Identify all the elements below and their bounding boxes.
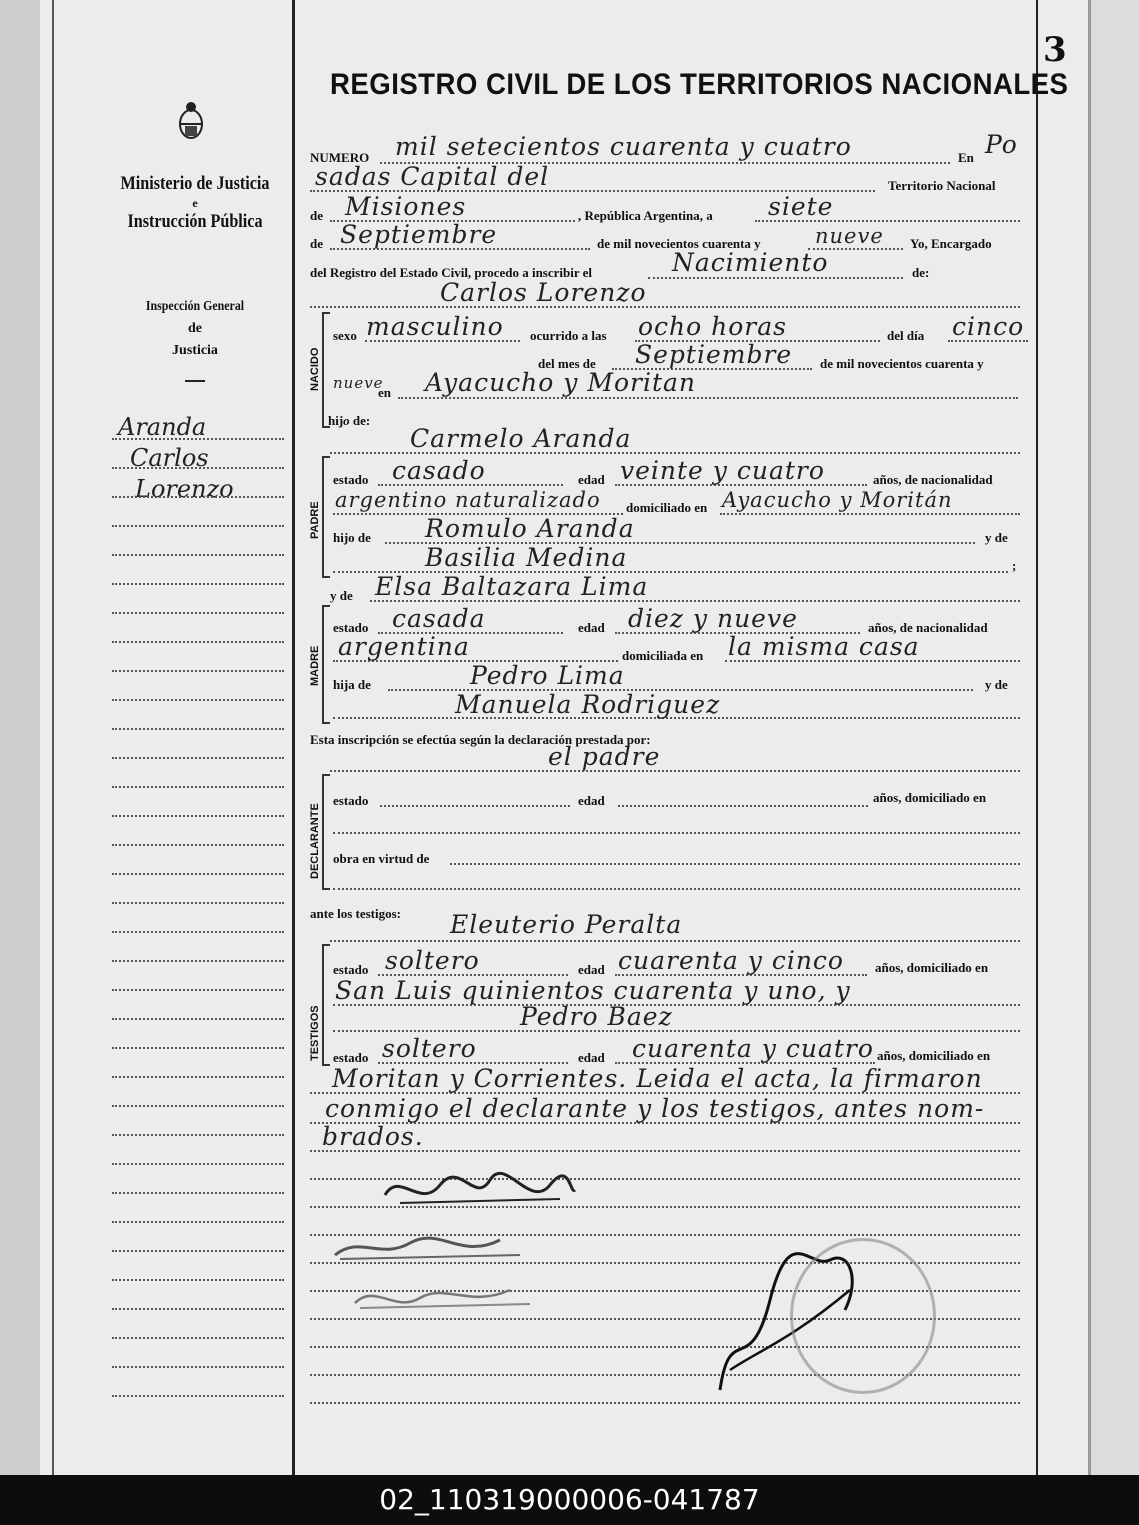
t2-estado-label: estado: [333, 1050, 369, 1065]
padre-madre-value: Basilia Medina: [425, 543, 628, 572]
sidebar-rule: [112, 989, 284, 991]
padre-domicilio-rule: [720, 513, 1020, 515]
t2-nombre-value: Pedro Baez: [520, 1002, 673, 1031]
padre-y-de-label: y de: [985, 530, 1008, 545]
sidebar-rule: [112, 467, 284, 469]
ministry-line2: e: [192, 196, 198, 210]
sidebar-rule: [112, 728, 284, 730]
sidebar-rule: [112, 1105, 284, 1107]
territorio-value: Misiones: [345, 192, 467, 221]
sidebar-rule: [112, 1366, 284, 1368]
sidebar-rule: [112, 1076, 284, 1078]
sidebar-rule: [112, 1308, 284, 1310]
sidebar-rule: [112, 554, 284, 556]
madre-domicilio-label: domiciliada en: [622, 648, 704, 663]
madre-y-de-label: y de: [330, 588, 353, 603]
official-stamp: [790, 1238, 936, 1394]
de-month-label: de: [310, 236, 323, 251]
t1-edad-value: cuarenta y cinco: [618, 946, 844, 975]
padre-anios-label: años, de nacionalidad: [873, 472, 993, 487]
nacido-section-label: NACIDO: [309, 347, 321, 391]
sidebar-rule: [112, 670, 284, 672]
sidebar-rule: [112, 438, 284, 440]
testigos-label: ante los testigos:: [310, 906, 401, 921]
declarante-anios-label: años, domiciliado en: [873, 790, 987, 805]
left-margin-rule: [52, 0, 54, 1475]
acto-value: Nacimiento: [672, 248, 829, 277]
madre-section-label: MADRE: [309, 645, 321, 686]
declarante-bracket: [322, 774, 330, 890]
padre-bracket: [322, 456, 330, 578]
obra-label: obra en virtud de: [333, 851, 430, 866]
sidebar-rule: [112, 612, 284, 614]
sidebar-divider: [292, 0, 295, 1475]
t2-nombre-rule: [333, 1030, 1020, 1032]
en-value: Po: [985, 130, 1018, 159]
territorio-label: Territorio Nacional: [888, 178, 996, 193]
t1-nombre-value: Eleuterio Peralta: [450, 910, 683, 939]
year-value: nueve: [815, 224, 884, 248]
dia-value: cinco: [952, 312, 1025, 341]
closing-line3: brados.: [322, 1122, 424, 1151]
page-number: 3: [1043, 30, 1067, 70]
de-colon-label: de:: [912, 265, 930, 280]
madre-domicilio-value: la misma casa: [728, 632, 920, 661]
sidebar-rule: [112, 641, 284, 643]
t2-edad-value: cuarenta y cuatro: [632, 1034, 874, 1063]
t1-anios-label: años, domiciliado en: [875, 960, 989, 975]
sidebar-rule: [112, 815, 284, 817]
month-value: Septiembre: [340, 220, 498, 249]
t2-domicilio-value: Moritan y Corrientes. Leida el acta, la firmaron: [332, 1064, 983, 1093]
madre-padre-value: Pedro Lima: [470, 661, 625, 690]
madre-nacionalidad-value: argentina: [338, 632, 470, 661]
closing-line2: conmigo el declarante y los testigos, antes nom-: [325, 1094, 985, 1123]
hijo-label: [328, 413, 370, 429]
signature-declarante: [380, 1165, 580, 1215]
hijo-de-label: de:: [352, 413, 371, 428]
sexo-value: masculino: [366, 312, 504, 341]
inspection-name: [100, 296, 290, 362]
anio-value: nueve: [333, 374, 384, 392]
sidebar-rule: [112, 496, 284, 498]
signature-area-rule: [310, 1374, 1020, 1376]
hijo-label-text: hij: [328, 413, 344, 428]
lugar-value: Ayacucho y Moritan: [425, 368, 696, 397]
lugar-en-label: en: [378, 385, 391, 400]
acto-rule: [648, 277, 903, 279]
padre-section-label: PADRE: [309, 501, 321, 539]
place-value: sadas Capital del: [315, 162, 550, 191]
t1-estado-label: estado: [333, 962, 369, 977]
padre-nacionalidad-value: argentino naturalizado: [335, 488, 601, 512]
ocurrido-label: ocurrido a las: [530, 328, 607, 343]
padre-estado-value: casado: [392, 456, 486, 485]
margin-note-line1: Aranda: [118, 413, 207, 441]
padre-edad-value: veinte y cuatro: [620, 456, 825, 485]
madre-nombre-value: Elsa Baltazara Lima: [375, 572, 649, 601]
madre-y-de2-label: y de: [985, 677, 1008, 692]
nacido-bracket: [322, 312, 330, 428]
declarante-value-rule: [330, 770, 1020, 772]
t2-edad-label: edad: [578, 1050, 605, 1065]
previous-page-edge: [0, 0, 40, 1475]
lugar-rule: [398, 397, 1018, 399]
padre-domicilio-label: domiciliado en: [626, 500, 708, 515]
page-title: REGISTRO CIVIL DE LOS TERRITORIOS NACIONALES: [330, 68, 1069, 101]
madre-madre-value: Manuela Rodriguez: [455, 690, 721, 719]
republica-label: , República Argentina, a: [578, 208, 713, 223]
madre-anios-label: años, de nacionalidad: [868, 620, 988, 635]
sidebar-rule: [112, 1395, 284, 1397]
madre-estado-label: estado: [333, 620, 369, 635]
testigos-section-label: TESTIGOS: [309, 1005, 321, 1061]
sidebar-rule: [112, 699, 284, 701]
madre-bracket: [322, 605, 330, 724]
declaracion-label: Esta inscripción se efectúa según la declaración prestada por:: [310, 732, 651, 747]
hora-value: ocho horas: [638, 312, 787, 341]
sidebar-rule: [112, 525, 284, 527]
padre-nombre-value: Carmelo Aranda: [410, 424, 632, 453]
testigos-bracket: [322, 944, 330, 1066]
sidebar-divider-dash: [185, 380, 205, 382]
sidebar-rule: [112, 1018, 284, 1020]
en-label: En: [958, 150, 974, 165]
ministry-line3: Instrucción Pública: [127, 211, 263, 232]
madre-hija-de-label: hija de: [333, 677, 371, 692]
t1-nombre-rule: [330, 940, 1020, 942]
declarante-estado-rule: [380, 805, 570, 807]
signature-area-rule: [310, 1402, 1020, 1404]
padre-semicolon: ;: [1012, 558, 1017, 573]
registro-label: del Registro del Estado Civil, procedo a inscribir el: [310, 265, 593, 280]
t1-domicilio-value: San Luis quinientos cuarenta y uno, y: [335, 976, 851, 1005]
encargado-label: Yo, Encargado: [910, 236, 992, 251]
signature-testigo-2: [350, 1278, 550, 1323]
sidebar-rule: [112, 1192, 284, 1194]
declarante-section-label: DECLARANTE: [309, 803, 321, 879]
ministry-line1: Ministerio de Justicia: [120, 173, 270, 194]
sidebar-rule: [112, 583, 284, 585]
sidebar-rule: [112, 1163, 284, 1165]
sidebar-rule: [112, 960, 284, 962]
declarante-value: el padre: [548, 742, 661, 771]
sidebar-rule: [112, 1337, 284, 1339]
sidebar-rule: [112, 1250, 284, 1252]
hijo-suffix: o: [343, 413, 350, 428]
sidebar-rule: [112, 757, 284, 759]
sidebar-rule: [112, 1134, 284, 1136]
mes-label: del mes de: [538, 356, 596, 371]
t2-anios-label: años, domiciliado en: [877, 1048, 991, 1063]
sidebar-rule: [112, 873, 284, 875]
coat-of-arms-icon: [175, 100, 207, 142]
padre-hijo-de-label: hijo de: [333, 530, 371, 545]
sidebar-rule: [112, 1047, 284, 1049]
inspection-line2: de: [188, 321, 202, 336]
madre-edad-value: diez y nueve: [628, 604, 798, 633]
declarante-extra-rule: [333, 888, 1020, 890]
numero-label: NUMERO: [310, 150, 370, 165]
margin-note-line3: Lorenzo: [135, 475, 234, 503]
sidebar-rule: [112, 1221, 284, 1223]
mes-value: Septiembre: [635, 340, 793, 369]
t1-estado-value: soltero: [385, 946, 480, 975]
footer-identifier: 02_110319000006-041787: [0, 1475, 1139, 1525]
de-label: de: [310, 208, 323, 223]
dia-label: del día: [887, 328, 925, 343]
year-label: de mil novecientos cuarenta y: [597, 236, 761, 251]
t1-edad-label: edad: [578, 962, 605, 977]
t2-estado-value: soltero: [382, 1034, 477, 1063]
day-value: siete: [768, 192, 834, 221]
sidebar-rule: [112, 844, 284, 846]
sidebar-rule: [112, 931, 284, 933]
anio-label: de mil novecientos cuarenta y: [820, 356, 984, 371]
margin-note-line2: Carlos: [130, 444, 209, 472]
madre-edad-label: edad: [578, 620, 605, 635]
declarante-edad-label: edad: [578, 793, 605, 808]
numero-value: mil setecientos cuarenta y cuatro: [395, 132, 852, 161]
padre-domicilio-value: Ayacucho y Moritán: [722, 488, 953, 512]
obra-rule: [450, 863, 1020, 865]
declarante-edad-rule: [618, 805, 868, 807]
declarante-domicilio-rule: [333, 832, 1020, 834]
sidebar-rule: [112, 902, 284, 904]
inspection-line1: Inspección General: [145, 299, 245, 314]
sexo-label: sexo: [333, 328, 357, 343]
padre-edad-label: edad: [578, 472, 605, 487]
page-edge-right: [1088, 0, 1139, 1475]
inspection-line3: Justicia: [172, 343, 218, 358]
padre-padre-value: Romulo Aranda: [425, 514, 635, 543]
sidebar-rule: [112, 786, 284, 788]
madre-estado-value: casada: [392, 604, 486, 633]
nombre-rule: [310, 306, 1020, 308]
padre-estado-label: estado: [333, 472, 369, 487]
nombre-value: Carlos Lorenzo: [440, 278, 647, 307]
signature-testigo-1: [330, 1225, 530, 1270]
ministry-name: [100, 172, 290, 234]
right-margin-rule: [1036, 0, 1038, 1475]
declarante-estado-label: estado: [333, 793, 369, 808]
sidebar-rule: [112, 1279, 284, 1281]
